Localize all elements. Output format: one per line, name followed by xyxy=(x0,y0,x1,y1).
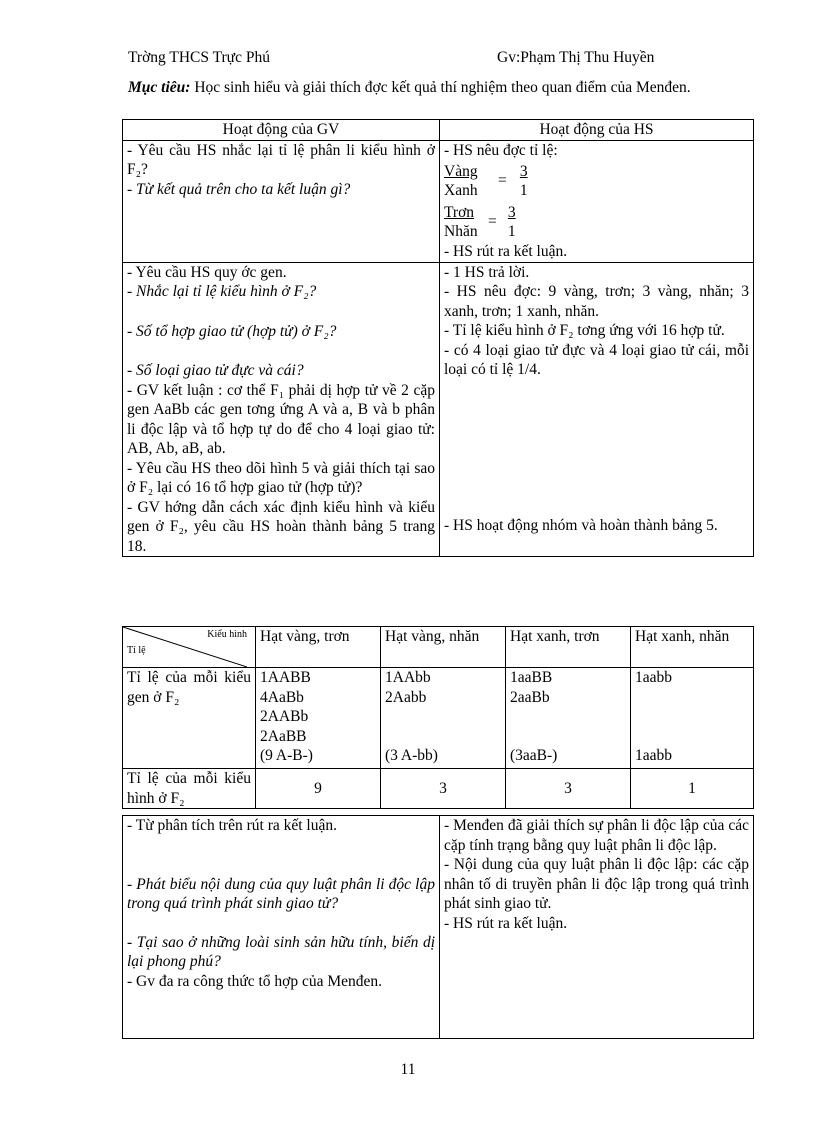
gv-item: - Gv đa ra công thức tổ hợp của Menđen. xyxy=(127,972,383,990)
gv-item: - Tại sao ở những loài sinh sản hữu tính, biến dị lại phong phú? xyxy=(127,933,435,970)
ratio-yellow-green: Vàng Xanh = $\frac{3}{1}$ xyxy=(444,160,749,202)
phenotype-ratio: 3 xyxy=(381,769,506,809)
genotype: 2AaBB xyxy=(260,727,307,745)
activity-table-1 xyxy=(122,119,754,557)
hs-item: - HS hoạt động nhóm và hoàn thành bảng 5. xyxy=(444,516,718,534)
gv-item: - Yêu cầu HS nhắc lại tỉ lệ phân li kiểu hình ở F₂? xyxy=(127,141,435,178)
corner-cell xyxy=(123,627,256,668)
ratio-label: Trơn xyxy=(444,203,475,221)
objective xyxy=(128,78,748,98)
activity-table-2 xyxy=(122,815,754,1039)
genotype: 1aaBB xyxy=(510,669,553,686)
header-school: Trờng THCS Trực Phú xyxy=(128,49,270,66)
gv-item: - Yêu cầu HS quy ớc gen. xyxy=(127,263,287,281)
hs-item: - Nội dung của quy luật phân li độc lập: các cặp nhân tố di truyền phân li độc lập trong quá trình phát sinh giao tử. xyxy=(444,856,749,912)
gv-item: - Nhắc lại tỉ lệ kiểu hình ở F₂? xyxy=(127,283,317,300)
ratio-number: 1 xyxy=(507,223,516,240)
genotype-phenotype-table xyxy=(122,626,754,809)
col-header: Hạt vàng, nhăn xyxy=(381,627,506,668)
gv-item: - Số tổ hợp giao tử (hợp tử) ở F₂? xyxy=(127,322,337,340)
genotype: 4AaBb xyxy=(260,688,304,706)
ratio-smooth-wrinkled: Trơn Nhăn = $\frac{3}{1}$ xyxy=(444,202,749,242)
phenotype-ratio: 3 xyxy=(506,769,631,809)
gv-item: - Số loại giao tử đực và cái? xyxy=(127,362,304,379)
header-gv: Hoạt động của GV xyxy=(123,120,440,141)
genotype-summary: (9 A-B-) xyxy=(260,747,313,764)
col-header: Hạt xanh, trơn xyxy=(506,627,631,668)
corner-bottom: Tỉ lệ xyxy=(127,645,146,656)
genotype: 1aabb xyxy=(635,669,673,686)
hs-item: - 1 HS trả lời. xyxy=(444,263,530,281)
genotype: 1AAbb xyxy=(385,669,431,686)
ratio-number: 3 xyxy=(507,203,516,221)
genotype-summary: 1aabb xyxy=(635,746,673,764)
genotype: 2AABb xyxy=(260,708,309,725)
hs-item: - Tỉ lệ kiểu hình ở F₂ tơng ứng với 16 hợp tử. xyxy=(444,322,725,339)
gv-item: - Phát biểu nội dung của quy luật phân li độc lập trong quá trình phát sinh giao tử? xyxy=(127,875,435,912)
phenotype-ratio: 9 xyxy=(256,769,381,809)
genotype-summary: (3aaB-) xyxy=(510,747,558,764)
corner-top: Kiểu hình xyxy=(207,629,247,640)
genotype-cell xyxy=(506,668,631,769)
gv-item: - Từ kết quả trên cho ta kết luận gì? xyxy=(127,180,351,198)
ratio-label: Vàng xyxy=(444,162,478,180)
genotype-cell xyxy=(631,668,754,769)
genotype-cell xyxy=(381,668,506,769)
hs-item: - HS rút ra kết luận. xyxy=(444,243,568,260)
hs-item: - có 4 loại giao tử đực và 4 loại giao tử cái, mỗi loại có tỉ lệ 1/4. xyxy=(444,341,749,378)
ratio-label: Xanh xyxy=(444,182,478,199)
objective-text: Học sinh hiểu và giải thích đợc kết quả thí nghiệm theo quan điểm của Menđen. xyxy=(190,79,691,96)
genotype-summary: (3 A-bb) xyxy=(385,747,438,764)
objective-label: Mục tiêu: xyxy=(128,79,191,96)
gv-item: - Yêu cầu HS theo dõi hình 5 và giải thích tại sao ở F₂ lại có 16 tổ hợp giao tử (hợp tử)? xyxy=(127,459,435,496)
genotype: 2aaBb xyxy=(510,688,550,706)
ratio-number: 1 xyxy=(519,182,528,199)
col-header: Hạt xanh, nhăn xyxy=(631,627,754,668)
row-label: Tỉ lệ của mỗi kiểu hình ở F₂ xyxy=(123,769,256,809)
hs-item: - HS rút ra kết luận. xyxy=(444,914,568,932)
header-teacher: Gv:Phạm Thị Thu Huyền xyxy=(497,49,655,66)
row-label: Tỉ lệ của mỗi kiểu gen ở F₂ xyxy=(123,668,256,769)
genotype-cell xyxy=(256,668,381,769)
genotype: 2Aabb xyxy=(385,688,427,706)
hs-item: - HS nêu đợc: 9 vàng, trơn; 3 vàng, nhăn; 3 xanh, trơn; 1 xanh, nhăn. xyxy=(444,283,749,320)
hs-item: - HS nêu đợc tỉ lệ: xyxy=(444,141,558,159)
ratio-label: Nhăn xyxy=(444,223,478,240)
gv-item: - Từ phân tích trên rút ra kết luận. xyxy=(127,817,337,834)
ratio-number: 3 xyxy=(519,162,528,180)
phenotype-ratio: 1 xyxy=(631,769,754,809)
col-header: Hạt vàng, trơn xyxy=(256,627,381,668)
gv-item: - GV kết luận : cơ thể F₁ phải dị hợp tử về 2 cặp gen AaBb các gen tơng ứng A và a, B và b phân li độc lập và tổ hợp tự do để cho 4 loại giao tử: AB, Ab, aB, ab. xyxy=(127,381,435,457)
gv-item: - GV hớng dẫn cách xác định kiểu hình và kiểu gen ở F₂, yêu cầu HS hoàn thành bảng 5 trang 18. xyxy=(127,498,435,555)
page-number: 11 xyxy=(400,1061,416,1078)
hs-item: - Menđen đã giải thích sự phân li độc lập của các cặp tính trạng bằng quy luật phân li độc lập. xyxy=(444,817,749,854)
header-hs: Hoạt động của HS xyxy=(440,120,754,141)
genotype: 1AABB xyxy=(260,669,311,686)
